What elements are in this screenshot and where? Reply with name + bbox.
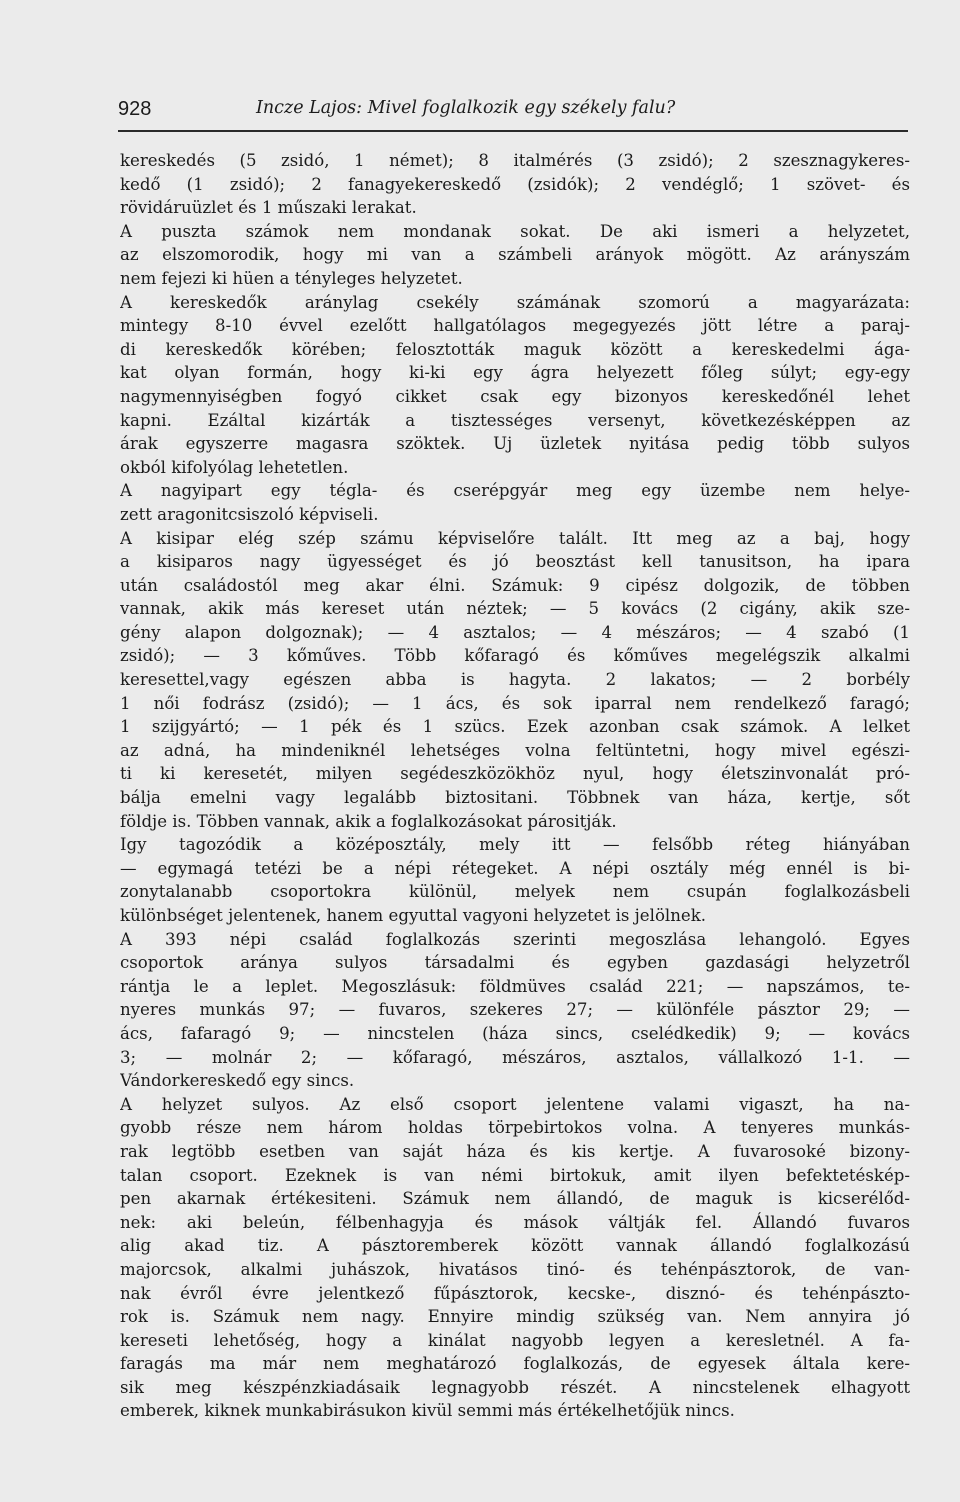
text-line: keresettel,vagy egészen abba is hagyta. 2 lakatos; — 2 borbély [120, 670, 910, 690]
text-line: zsidó); — 3 kőműves. Több kőfaragó és kőműves megelégszik alkalmi [120, 646, 910, 666]
text-line: kereskedés (5 zsidó, 1 német); 8 italmérés (3 zsidó); 2 szesznagykeres- [120, 151, 910, 170]
text-line: nyeres munkás 97; — fuvaros, szekeres 27; — különféle pásztor 29; — [120, 1000, 910, 1020]
text-line: rok is. Számuk nem nagy. Ennyire mindig szükség van. Nem annyira jó [120, 1307, 910, 1327]
text-line: után családostól meg akar élni. Számuk: 9 cipész dolgozik, de többen [120, 575, 910, 595]
text-line: A kereskedők aránylag csekély számának szomorú a magyarázata: [120, 292, 910, 312]
text-line: A nagyipart egy tégla- és cserépgyár meg egy üzembe nem helye- [120, 481, 910, 501]
page-number: 928 [118, 98, 152, 120]
text-line: ti ki keresetét, milyen segédeszközökhöz nyul, hogy életszinvonalát pró- [120, 764, 910, 784]
text-line: emberek, kiknek munkabirásukon kivül semmi más értékelhetőjük nincs. [120, 1401, 735, 1421]
text-line: faragás ma már nem meghatározó foglalkozás, de egyesek általa kere- [120, 1354, 910, 1374]
text-line: kereseti lehetőség, hogy a kinálat nagyobb legyen a keresletnél. A fa- [120, 1330, 910, 1350]
running-title: Incze Lajos: Mivel foglalkozik egy székely falu? [256, 98, 676, 118]
text-line: sik meg készpénzkiadásaik legnagyobb részét. A nincstelenek elhagyott [120, 1377, 910, 1397]
text-line: A 393 népi család foglalkozás szerinti megoszlása lehangoló. Egyes [120, 929, 910, 949]
body-text [120, 149, 910, 1423]
text-line: árak egyszerre magasra szöktek. Uj üzletek nyitása pedig több sulyos [120, 434, 910, 454]
text-line: az elszomorodik, hogy mi van a számbeli arányok mögött. Az arányszám [120, 245, 910, 265]
text-line: kapni. Ezáltal kizárták a tisztességes versenyt, következésképpen az [120, 410, 910, 430]
text-line: kedő (1 zsidó); 2 fanagyekereskedő (zsidók); 2 vendéglő; 1 szövet- és [120, 174, 910, 194]
text-line: okból kifolyólag lehetetlen. [120, 457, 349, 477]
text-line: bálja emelni vagy legalább biztositani. Többnek van háza, kertje, sőt [120, 788, 910, 808]
text-line: gény alapon dolgoznak); — 4 asztalos; — 4 mészáros; — 4 szabó (1 [120, 622, 910, 642]
text-line: Vándorkereskedő egy sincs. [120, 1071, 355, 1091]
text-line: talan csoport. Ezeknek is van némi birtokuk, amit ilyen befektetéskép- [120, 1165, 910, 1185]
text-line: zett aragonitcsiszoló képviseli. [120, 504, 379, 524]
text-line: mintegy 8-10 évvel ezelőtt hallgatólagos megegyezés jött létre a paraj- [120, 316, 910, 336]
text-line: különbséget jelentenek, hanem egyuttal vagyoni helyzetet is jelölnek. [120, 906, 707, 925]
text-line: A kisipar elég szép számu képviselőre talált. Itt meg az a baj, hogy [120, 528, 910, 548]
text-line: földje is. Többen vannak, akik a foglalkozásokat párositják. [120, 811, 617, 831]
text-line: 1 női fodrász (zsidó); — 1 ács, és sok iparral nem rendelkező faragó; [120, 693, 910, 713]
text-line: 1 szijgyártó; — 1 pék és 1 szücs. Ezek azonban csak számok. A lelket [120, 717, 910, 737]
text-line: nem fejezi ki hüen a tényleges helyzetet. [120, 268, 463, 288]
text-line: a kisiparos nagy ügyességet és jó beosztást kell tanusitson, ha ipara [120, 552, 910, 572]
text-line: pen akarnak értékesiteni. Számuk nem állandó, de maguk is kicserélőd- [120, 1189, 910, 1209]
text-line: csoportok aránya sulyos társadalmi és egyben gazdasági helyzetről [120, 953, 910, 973]
text-line: gyobb része nem három holdas törpebirtokos volna. A tenyeres munkás- [120, 1118, 910, 1138]
text-line: — egymagá tetézi be a népi rétegeket. A népi osztály még ennél is bi- [120, 858, 910, 878]
text-line: kat olyan formán, hogy ki-ki egy ágra helyezett főleg súlyt; egy-egy [120, 363, 910, 383]
text-line: A puszta számok nem mondanak sokat. De aki ismeri a helyzetet, [120, 221, 910, 241]
text-line: vannak, akik más kereset után néztek; — 5 kovács (2 cigány, akik sze- [120, 599, 910, 619]
text-line: Igy tagozódik a középosztály, mely itt — felsőbb réteg hiányában [120, 835, 910, 855]
text-line: ács, fafaragó 9; — nincstelen (háza sincs, cselédkedik) 9; — kovács [120, 1023, 910, 1043]
text-line: alig akad tiz. A pásztoremberek között vannak állandó foglalkozású [120, 1236, 910, 1256]
text-line: 3; — molnár 2; — kőfaragó, mészáros, asztalos, vállalkozó 1-1. — [120, 1047, 910, 1067]
text-line: nek: aki beleún, félbenhagyja és mások váltják fel. Állandó fuvaros [120, 1212, 910, 1232]
text-line: nagymennyiségben fogyó cikket csak egy bizonyos kereskedőnél lehet [120, 386, 910, 406]
text-line: az adná, ha mindeniknél lehetséges volna feltüntetni, hogy mivel egészi- [120, 740, 910, 760]
text-line: A helyzet sulyos. Az első csoport jelentene valami vigaszt, ha na- [120, 1094, 910, 1114]
text-line: rántja le a leplet. Megoszlásuk: földmüves család 221; — napszámos, te- [120, 976, 910, 996]
text-line: rövidáruüzlet és 1 műszaki lerakat. [120, 198, 417, 218]
text-line: rak legtöbb esetben van saját háza és kis kertje. A fuvarosoké bizony- [120, 1141, 910, 1161]
text-line: majorcsok, alkalmi juhászok, hivatásos tinó- és tehénpásztorok, de van- [120, 1259, 910, 1279]
text-line: zonytalanabb csoportokra különül, melyek nem csupán foglalkozásbeli [120, 882, 910, 902]
text-line: di kereskedők körében; felosztották maguk között a kereskedelmi ága- [120, 339, 910, 359]
page-header [118, 96, 908, 132]
text-line: nak évről évre jelentkező fűpásztorok, kecske-, disznó- és tehénpászto- [120, 1283, 910, 1303]
